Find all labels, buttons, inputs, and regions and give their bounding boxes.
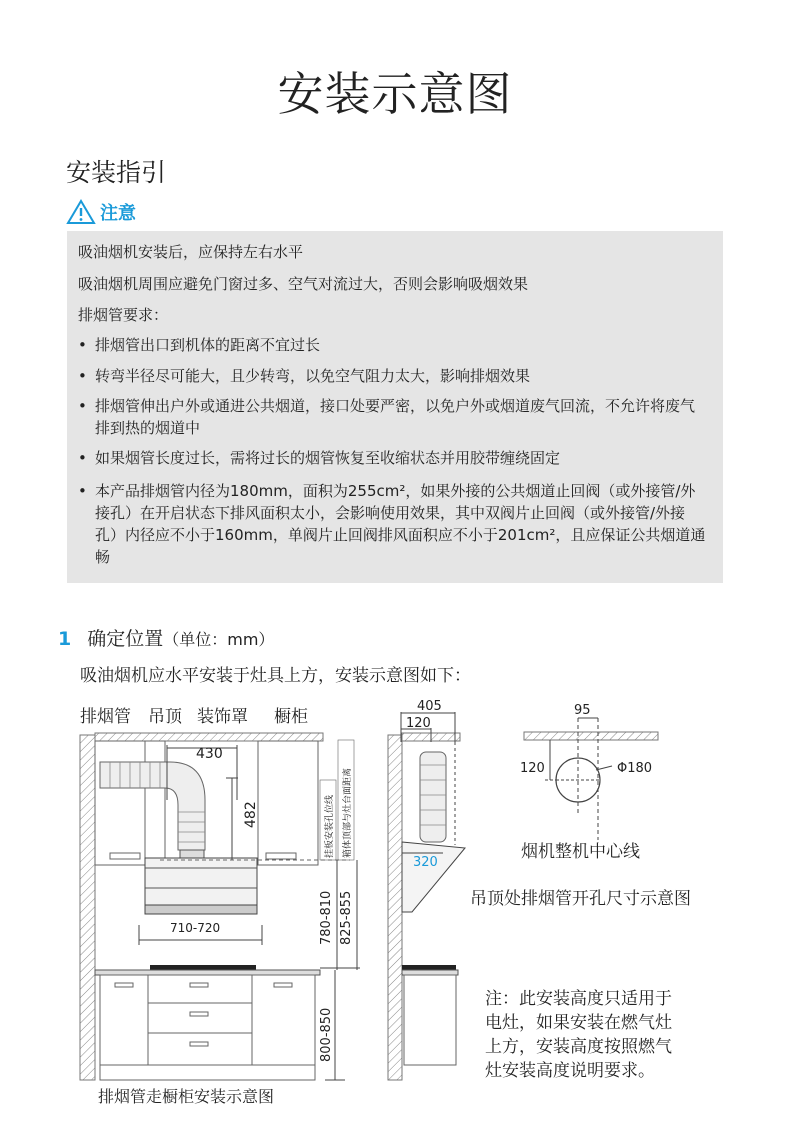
dim-430: 430 xyxy=(196,746,223,762)
dim-320: 320 xyxy=(413,855,438,870)
note-line: 吸油烟机周围应避免门窗过多、空气对流过大，否则会影响吸烟效果 xyxy=(78,275,529,293)
page-title: 安装示意图 xyxy=(277,67,513,121)
dim-800-850: 800-850 xyxy=(319,1007,334,1062)
section-title: 确定位置 xyxy=(87,628,164,650)
side-duct xyxy=(420,752,446,842)
exhaust-duct xyxy=(100,762,205,850)
bullet-item: • 转弯半径尽可能大，且少转弯，以免空气阻力太大，影响排烟效果 xyxy=(78,367,531,385)
upper-cabinet-right xyxy=(258,741,318,865)
dim-825-855: 825-855 xyxy=(339,890,354,945)
label-ceiling: 吊顶 xyxy=(148,707,182,727)
guide-heading: 安装指引 xyxy=(66,158,167,187)
main-cabinet-diagram xyxy=(80,733,360,1080)
stove xyxy=(150,965,256,970)
note-line: 注：此安装高度只适用于 xyxy=(485,989,672,1009)
base-cabinet xyxy=(100,975,315,1080)
bullet-item: • 本产品排烟管内径为180mm，面积为255cm²，如果外接的公共烟道止回阀（或外接管/外接孔）在开启状态下排风面积太小，会影响使用效果，其中双阀片止回阀（或外接管/外接孔）内径应不小于160mm，单阀片止回阀排风面积应不小于201cm²，且应保证公共烟道通畅 xyxy=(78,482,706,566)
bullet-item: • 如果烟管长度过长，需将过长的烟管恢复至收缩状态并用胶带缠绕固定 xyxy=(78,449,561,467)
note-line: 排烟管要求： xyxy=(78,306,169,324)
label-duct: 排烟管 xyxy=(80,707,131,727)
dim-95: 95 xyxy=(574,703,591,718)
dim-180: Φ180 xyxy=(617,761,653,776)
hole-detail-diagram xyxy=(524,718,658,840)
bullet-item: • 排烟管出口到机体的距离不宜过长 xyxy=(78,336,321,354)
note-line: 吸油烟机安装后，应保持左右水平 xyxy=(78,243,304,261)
intro-text: 吸油烟机应水平安装于灶具上方，安装示意图如下： xyxy=(80,666,471,686)
dim-710-720: 710-720 xyxy=(170,921,221,935)
section-unit: （单位：mm） xyxy=(163,630,275,649)
note-line: 灶安装高度说明要求。 xyxy=(485,1061,655,1081)
dim-482: 482 xyxy=(243,801,259,828)
caption-main: 排烟管走橱柜安装示意图 xyxy=(98,1087,275,1106)
dim-780-810: 780-810 xyxy=(319,890,334,945)
caption-center-line: 烟机整机中心线 xyxy=(521,842,640,862)
mounting-hole-line-label: 挂板安装孔位线 xyxy=(325,794,335,858)
bullet-item: • 排烟管伸出户外或通进公共烟道，接口处要严密，以免户外或烟道废气回流，不允许将废气排到热的烟道中 xyxy=(78,397,696,437)
side-view-diagram xyxy=(388,712,465,1080)
dim-405: 405 xyxy=(417,699,442,714)
label-cover: 装饰罩 xyxy=(197,707,248,727)
notice-label: 注意 xyxy=(100,203,136,224)
ceiling xyxy=(95,733,323,741)
caption-hole: 吊顶处排烟管开孔尺寸示意图 xyxy=(470,889,691,909)
height-label: 箱体顶部与灶台面距离 xyxy=(343,767,353,858)
section-number: 1 xyxy=(58,628,72,650)
dim-120-side: 120 xyxy=(406,716,431,731)
note-line: 上方，安装高度按照燃气 xyxy=(485,1037,672,1057)
note-line: 电灶，如果安装在燃气灶 xyxy=(485,1013,672,1033)
label-cabinet: 橱柜 xyxy=(274,707,308,727)
wall xyxy=(80,735,95,1080)
dim-120-hole: 120 xyxy=(520,761,545,776)
upper-cabinet-left xyxy=(95,741,145,865)
